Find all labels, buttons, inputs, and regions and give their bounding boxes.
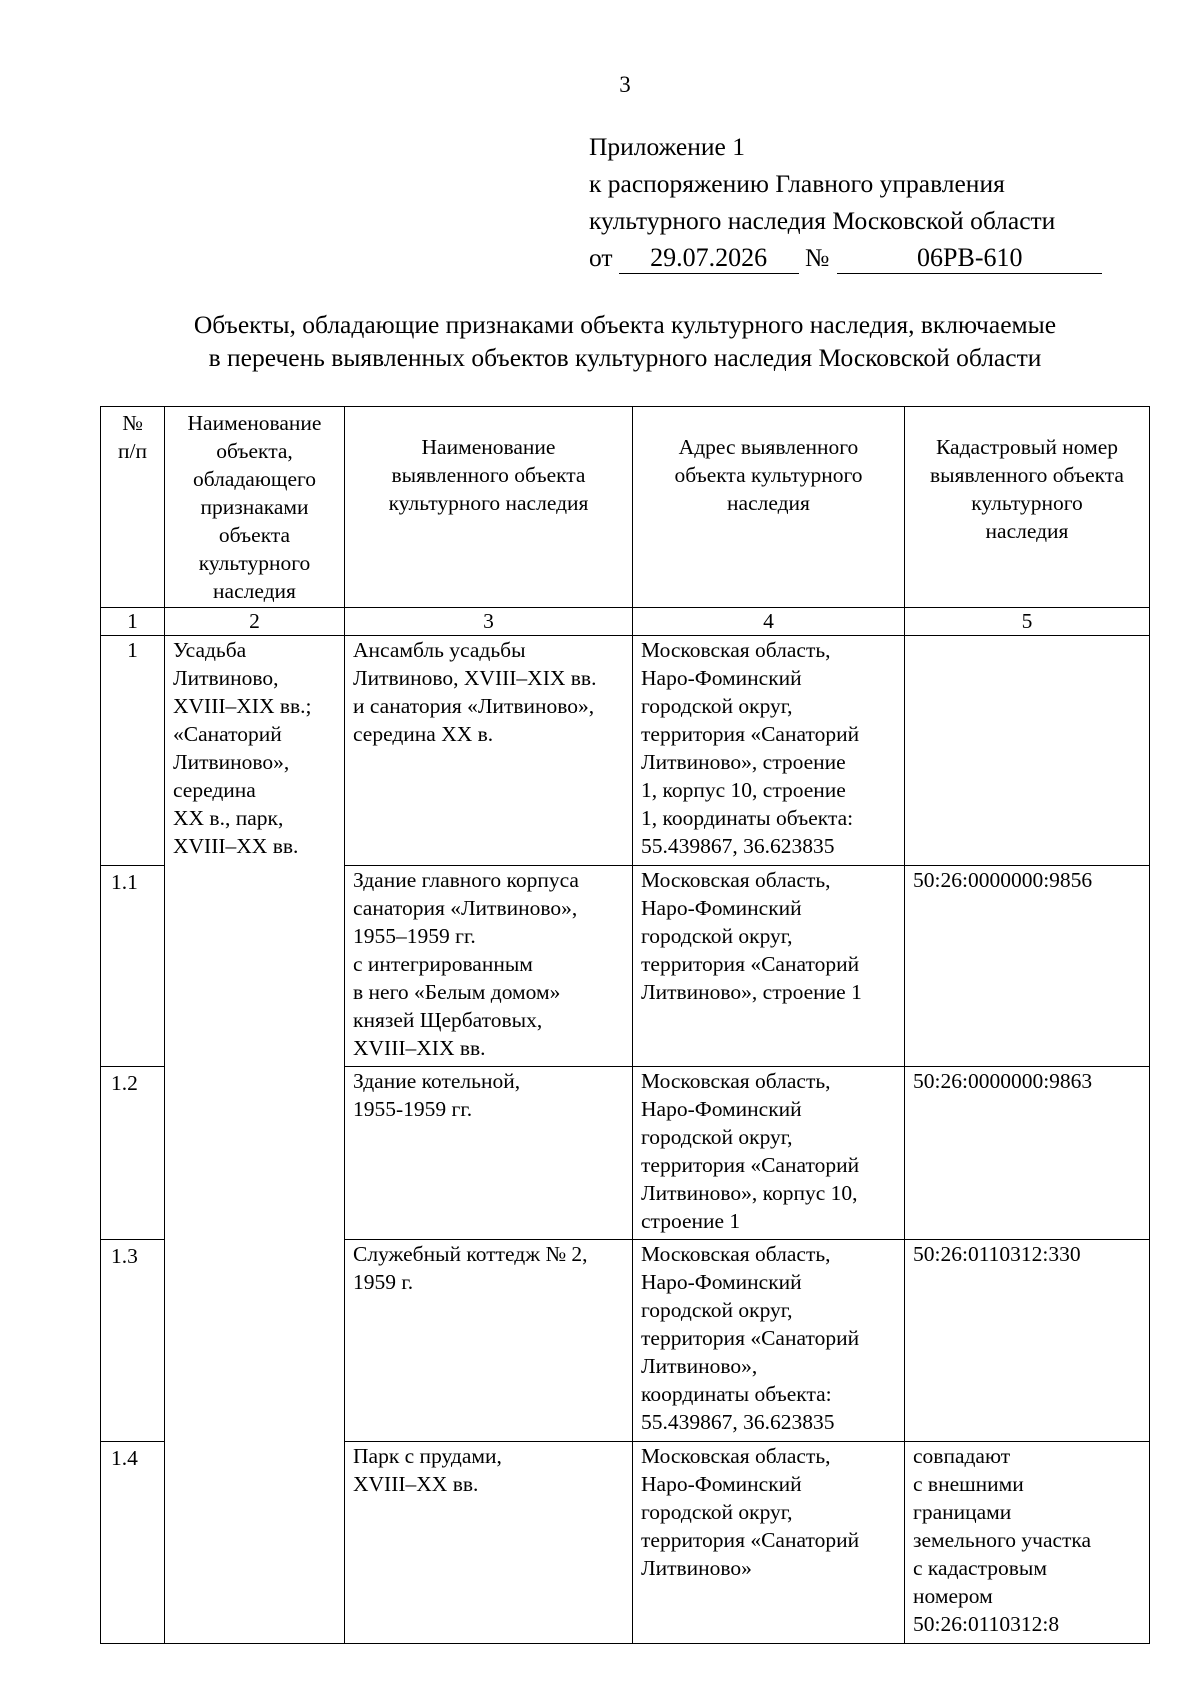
row-number: 1 (101, 636, 165, 866)
appendix-date-number-line (589, 239, 1102, 276)
number-label: № (804, 243, 830, 272)
object-address: Московская область, Наро-Фоминский городской округ, территория «Санаторий Литвиново» (633, 1442, 905, 1644)
object-address: Московская область, Наро-Фоминский городской округ, территория «Санаторий Литвиново», строение 1 (633, 866, 905, 1067)
column-number: 4 (633, 608, 905, 636)
identified-object-name: Служебный коттедж № 2, 1959 г. (345, 1240, 633, 1442)
identified-object-name: Ансамбль усадьбы Литвиново, XVIII–XIX вв. и санатория «Литвиново», середина XX в. (345, 636, 633, 866)
cadastral-number: 50:26:0000000:9856 (905, 866, 1150, 1067)
column-number: 5 (905, 608, 1150, 636)
header-cell: № п/п (101, 407, 165, 608)
column-numbers-row (101, 608, 1150, 636)
cadastral-number: 50:26:0000000:9863 (905, 1067, 1150, 1240)
object-name-cell: Усадьба Литвиново, XVIII–XIX вв.; «Санаторий Литвиново», середина XX в., парк, XVIII–XX вв. (165, 636, 345, 1644)
header-cell: Адрес выявленного объекта культурного наследия (633, 407, 905, 608)
column-number: 2 (165, 608, 345, 636)
document-title-line-1: Объекты, обладающие признаками объекта культурного наследия, включаемые (193, 310, 1057, 339)
appendix-line-authority: культурного наследия Московской области (589, 206, 1056, 235)
cadastral-number: совпадают с внешними границами земельного участка с кадастровым номером 50:26:0110312:8 (905, 1442, 1150, 1644)
identified-object-name: Здание котельной, 1955-1959 гг. (345, 1067, 633, 1240)
row-number: 1.1 (101, 866, 165, 1067)
cadastral-number: 50:26:0110312:330 (905, 1240, 1150, 1442)
from-label: от (589, 243, 613, 272)
document-title (100, 308, 1150, 374)
table-row (101, 636, 1150, 866)
heritage-objects-table (100, 406, 1150, 1644)
row-number: 1.3 (101, 1240, 165, 1442)
page-number: 3 (619, 72, 631, 97)
header-cell: Наименование выявленного объекта культурного наследия (345, 407, 633, 608)
object-address: Московская область, Наро-Фоминский городской округ, территория «Санаторий Литвиново», строение 1, корпус 10, строение 1, координаты объекта: 55.439867, 36.623835 (633, 636, 905, 866)
column-number: 1 (101, 608, 165, 636)
header-cell: Наименование объекта, обладающего признаками объекта культурного наследия (165, 407, 345, 608)
identified-object-name: Парк с прудами, XVIII–XX вв. (345, 1442, 633, 1644)
appendix-line-order: к распоряжению Главного управления (589, 169, 1005, 198)
table-header-row (101, 407, 1150, 608)
document-title-line-2: в перечень выявленных объектов культурного наследия Московской области (208, 343, 1042, 372)
order-date: 29.07.2026 (619, 243, 799, 274)
object-address: Московская область, Наро-Фоминский городской округ, территория «Санаторий Литвиново», координаты объекта: 55.439867, 36.623835 (633, 1240, 905, 1442)
column-number: 3 (345, 608, 633, 636)
appendix-block (589, 128, 1102, 276)
row-number: 1.2 (101, 1067, 165, 1240)
appendix-title: Приложение 1 (589, 132, 745, 161)
row-number: 1.4 (101, 1442, 165, 1644)
order-number: 06РВ-610 (837, 243, 1102, 274)
header-cell: Кадастровый номер выявленного объекта культурного наследия (905, 407, 1150, 608)
identified-object-name: Здание главного корпуса санатория «Литвиново», 1955–1959 гг. с интегрированным в него «Белым домом» князей Щербатовых, XVIII–XIX вв. (345, 866, 633, 1067)
object-address: Московская область, Наро-Фоминский городской округ, территория «Санаторий Литвиново», корпус 10, строение 1 (633, 1067, 905, 1240)
cadastral-number (905, 636, 1150, 866)
